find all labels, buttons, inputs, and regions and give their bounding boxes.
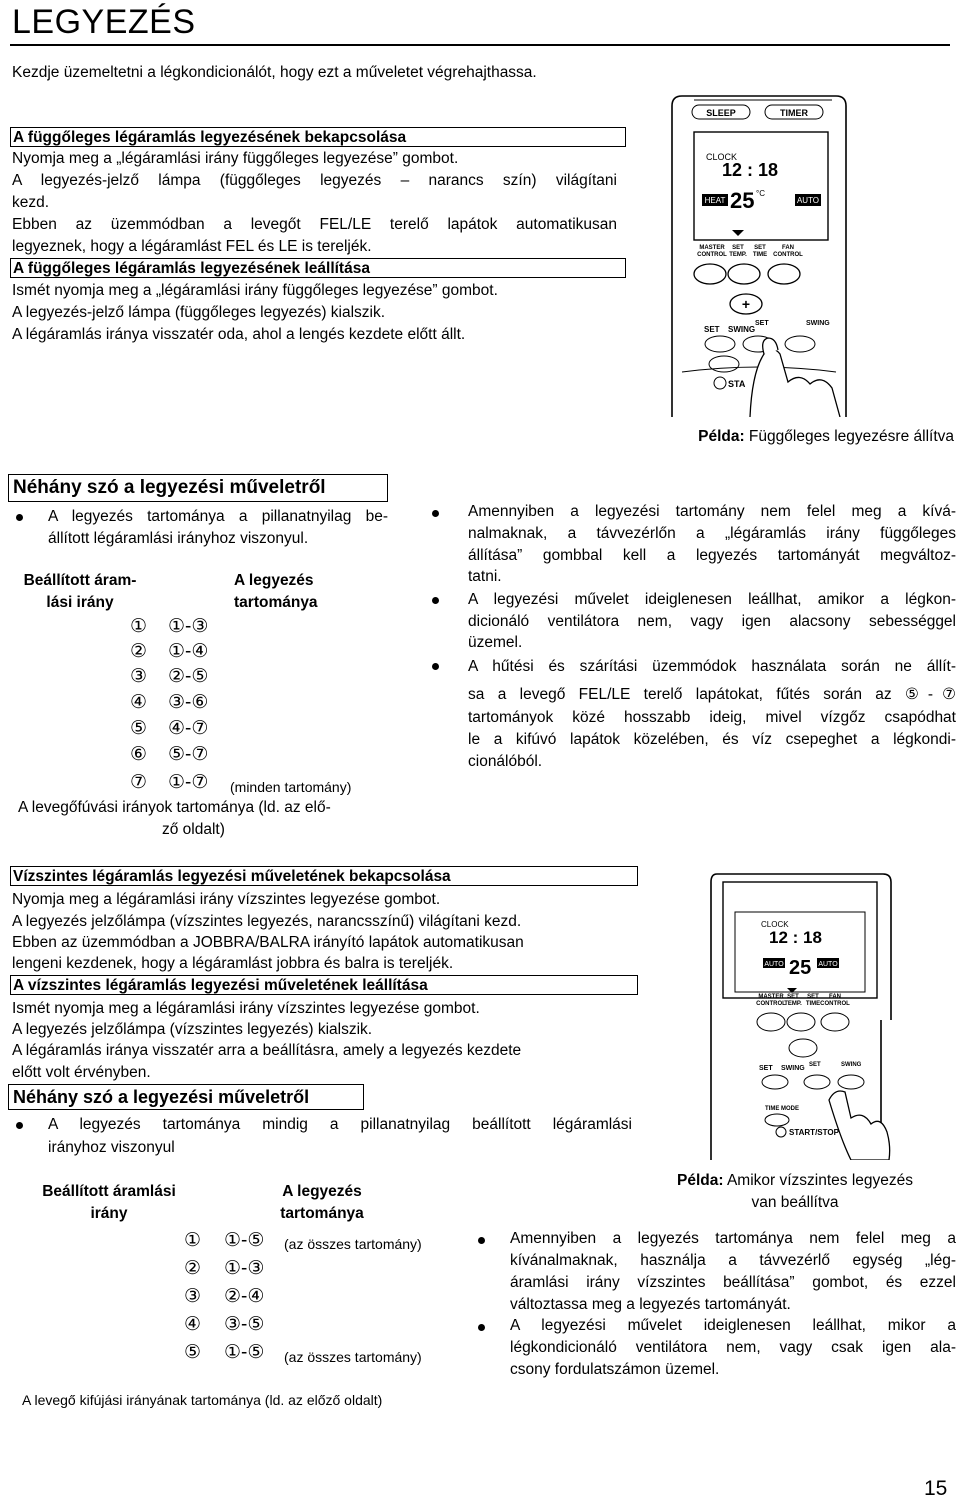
horizontal-note1-line: A legyezés tartománya mindig a pillanatnyilag beállított légáramlási [48, 1116, 632, 1133]
svg-text:TEMP.: TEMP. [784, 1001, 802, 1007]
svg-text:SET: SET [807, 994, 819, 1000]
vertical-row-range: ①-③ [168, 616, 209, 637]
vertical-on-heading: A függőleges légáramlás legyezésének bekapcsolása [10, 127, 626, 147]
remote1-temp-display: 25 [730, 188, 755, 213]
svg-text:SET: SET [755, 320, 769, 327]
vertical-row-range: ③-⑥ [168, 692, 209, 713]
vertical-note1-line: A legyezés tartománya a pillanatnyilag be- [48, 508, 388, 525]
svg-text:TIME: TIME [805, 1001, 821, 1007]
horizontal-row-range: ③-⑤ [224, 1314, 265, 1335]
vertical-on-line: Ebben az üzemmódban a levegőt FEL/LE terelő lapátok automatikusan [12, 216, 617, 233]
bullet-icon [432, 510, 439, 517]
vertical-off-line: A légáramlás iránya visszatér oda, ahol a lengés kezdete előtt állt. [12, 326, 466, 343]
horizontal-on-line: lengeni kezdenek, hogy a légáramlást jobbra és balra is tereljék. [12, 955, 454, 972]
bullet-icon [432, 663, 439, 670]
vertical-table-head-right: A legyezés tartománya [234, 572, 318, 611]
vertical-row-dir: ⑥ [130, 744, 148, 765]
vertical-off-line: Ismét nyomja meg a „légáramlási irány függőleges legyezése” gombot. [12, 282, 498, 299]
horizontal-example-caption: Példa: Amikor vízszintes legyezés van beállítva [676, 1172, 914, 1211]
horizontal-row-dir: ② [184, 1258, 202, 1279]
horizontal-row-dir: ⑤ [184, 1342, 202, 1363]
vertical-row-dir: ① [130, 616, 148, 637]
title-rule [10, 44, 950, 46]
vertical-right-note-line: A hűtési és szárítási üzemmódok használata során ne állít- [468, 658, 956, 675]
horizontal-right-note-line: csony fordulatszámon üzemel. [510, 1361, 720, 1378]
vertical-on-line: legyeznek, hogy a légáramlást FEL és LE is tereljék. [12, 238, 372, 255]
svg-text:SWING: SWING [841, 1062, 862, 1068]
vertical-row-range: ②-⑤ [168, 666, 209, 687]
remote2-clock-label: CLOCK [761, 920, 789, 929]
horizontal-right-note-line: A legyezési művelet ideiglenesen leállhat, mikor a [510, 1317, 956, 1334]
remote-control-vertical-illustration [660, 92, 860, 417]
svg-text:SWING: SWING [728, 325, 756, 334]
svg-text:SWING: SWING [806, 320, 830, 327]
remote-control-horizontal-illustration [705, 870, 905, 1160]
horizontal-off-line: előtt volt érvényben. [12, 1064, 151, 1081]
vertical-row-dir: ⑦ [130, 772, 148, 793]
horizontal-right-note-line: légkondicionáló ventilátora nem, vagy csak igen ala- [510, 1339, 956, 1356]
bullet-icon [478, 1324, 485, 1331]
vertical-off-line: A legyezés-jelző lámpa (függőleges legyezés) kialszik. [12, 304, 386, 321]
vertical-right-note-line: dicionáló ventilátora nem, vagy igen alacsony sebességgel [468, 613, 956, 630]
horizontal-notes-heading: Néhány szó a legyezési műveletről [13, 1087, 310, 1107]
horizontal-table-footer: A levegő kifújási irányának tartománya (ld. az előző oldalt) [22, 1392, 383, 1408]
svg-text:TIME: TIME [752, 252, 768, 258]
horizontal-off-line: A légáramlás iránya visszatér arra a beállításra, amely a legyezés kezdete [12, 1042, 522, 1059]
page-number: 15 [924, 1477, 948, 1500]
svg-text:SET: SET [732, 245, 744, 251]
svg-text:TIME MODE: TIME MODE [765, 1106, 799, 1112]
vertical-right-note-line: sa a levegő FEL/LE terelő lapátokat, fűtés során az ⑤-⑦ [468, 686, 956, 703]
remote2-temp-display: 25 [789, 957, 812, 979]
horizontal-row-range: ②-④ [224, 1286, 265, 1307]
bullet-icon [16, 514, 23, 521]
vertical-row-range: ①-⑦ [168, 772, 209, 793]
horizontal-on-line: Ebben az üzemmódban a JOBBRA/BALRA irányító lapátok automatikusan [12, 934, 524, 951]
vertical-on-line: Nyomja meg a „légáramlási irány függőleges legyezése” gombot. [12, 150, 459, 167]
horizontal-on-heading: Vízszintes légáramlás legyezési műveletének bekapcsolása [10, 866, 638, 886]
horizontal-row-note: (az összes tartomány) [284, 1236, 422, 1252]
horizontal-row-dir: ④ [184, 1314, 202, 1335]
horizontal-row-dir: ③ [184, 1286, 202, 1307]
remote1-timer-label: TIMER [780, 108, 808, 118]
vertical-row-dir: ⑤ [130, 718, 148, 739]
vertical-off-heading: A függőleges légáramlás legyezésének leállítása [10, 258, 626, 278]
bullet-icon [478, 1237, 485, 1244]
horizontal-right-note-line: változtassa meg a legyezés tartományát. [510, 1296, 791, 1313]
svg-text:FAN: FAN [782, 245, 794, 251]
horizontal-row-range: ①-③ [224, 1258, 265, 1279]
svg-text:CONTROL: CONTROL [756, 1001, 786, 1007]
horizontal-right-note-line: Amennyiben a legyezés tartománya nem felel meg a [510, 1230, 956, 1247]
vertical-row-range: ①-④ [168, 641, 209, 662]
horizontal-right-note-line: kívánalmaknak, használja a távvezérlő egység „lég- [510, 1252, 956, 1269]
vertical-row-range: ④-⑦ [168, 718, 209, 739]
horizontal-row-dir: ① [184, 1230, 202, 1251]
vertical-right-note-line: cionálóból. [468, 753, 543, 770]
vertical-row-note: (minden tartomány) [230, 779, 352, 795]
vertical-row-dir: ② [130, 641, 148, 662]
horizontal-table-head-right: A legyezés tartománya [280, 1183, 364, 1222]
bullet-icon [432, 597, 439, 604]
svg-text:SET: SET [787, 994, 799, 1000]
vertical-right-note-line: tatni. [468, 568, 502, 585]
horizontal-on-line: A legyezés jelzőlámpa (vízszintes legyezés, narancsszínű) világítani kezd. [12, 913, 522, 930]
remote1-fan-display: AUTO [796, 196, 820, 205]
remote1-master-label: MASTER [699, 245, 725, 251]
vertical-example-caption: Példa: Függőleges legyezésre állítva [698, 428, 954, 445]
vertical-row-dir: ③ [130, 666, 148, 687]
vertical-right-note-line: üzemel. [468, 634, 523, 651]
horizontal-right-note-line: áramlási irány vízszintes beállítása” gombot, és ezzel [510, 1274, 956, 1291]
vertical-on-line: A legyezés-jelző lámpa (függőleges legyezés – narancs szín) világítani [12, 172, 617, 189]
vertical-right-note-line: tartományok közé hosszabb ideig, mivel vízgőz csapódhat [468, 709, 956, 726]
vertical-table-footer: A levegőfúvási irányok tartománya (ld. az elő- [18, 799, 331, 816]
horizontal-row-range: ①-⑤ [224, 1230, 265, 1251]
horizontal-off-line: Ismét nyomja meg a légáramlási irány vízszintes legyezése gombot. [12, 1000, 480, 1017]
remote1-sleep-label: SLEEP [706, 108, 736, 118]
vertical-row-range: ⑤-⑦ [168, 744, 209, 765]
horizontal-row-note: (az összes tartomány) [284, 1349, 422, 1365]
vertical-notes-heading: Néhány szó a legyezési műveletről [13, 477, 326, 498]
horizontal-off-heading: A vízszintes légáramlás legyezési műveletének leállítása [10, 975, 638, 995]
horizontal-row-range: ①-⑤ [224, 1342, 265, 1363]
vertical-right-note-line: nalmaknak, a távvezérlőn a „légáramlás irány függőleges [468, 525, 956, 542]
vertical-table-footer: ző oldalt) [162, 821, 225, 838]
svg-text:MASTER: MASTER [758, 994, 784, 1000]
remote2-mode-display: AUTO [764, 961, 784, 968]
svg-text:CONTROL: CONTROL [773, 252, 803, 258]
vertical-table-head-left: Beállított áram- lási irány [23, 572, 137, 611]
svg-text:SET: SET [759, 1065, 773, 1072]
svg-text:SET: SET [704, 325, 720, 334]
remote1-mode-display: HEAT [704, 196, 726, 205]
svg-text:TEMP.: TEMP. [729, 252, 747, 258]
svg-text:STA: STA [728, 379, 746, 389]
svg-text:°C: °C [756, 189, 765, 198]
svg-text:SET: SET [754, 245, 766, 251]
remote1-control-label: CONTROL [697, 252, 727, 258]
intro-text: Kezdje üzemeltetni a légkondicionálót, hogy ezt a műveletet végrehajthassa. [12, 64, 537, 81]
svg-text:SWING: SWING [781, 1065, 805, 1072]
remote2-fan-display: AUTO [818, 961, 838, 968]
horizontal-on-line: Nyomja meg a légáramlási irány vízszintes legyezése gombot. [12, 891, 441, 908]
svg-text:SET: SET [809, 1062, 821, 1068]
vertical-right-note-line: le a kifúvó lapátok közelében, és víz csepeghet a légkondi- [468, 731, 956, 748]
vertical-right-note-line: A legyezési művelet ideiglenesen leállhat, amikor a légkon- [468, 591, 956, 608]
svg-text:FAN: FAN [829, 994, 841, 1000]
vertical-note1-line: állított légáramlási irányhoz viszonyul. [48, 530, 309, 547]
horizontal-note1-line: irányhoz viszonyul [48, 1139, 175, 1156]
vertical-on-line: kezd. [12, 194, 50, 211]
horizontal-table-head-left: Beállított áramlási irány [42, 1183, 176, 1222]
svg-text:START/STOP: START/STOP [789, 1128, 839, 1137]
remote2-time-display: 12 : 18 [769, 928, 822, 947]
vertical-right-note-line: Amennyiben a legyezési tartomány nem felel meg a kívá- [468, 503, 956, 520]
remote1-clock-label: CLOCK [706, 152, 738, 162]
bullet-icon [16, 1122, 23, 1129]
vertical-row-dir: ④ [130, 692, 148, 713]
svg-text:+: + [741, 296, 751, 312]
vertical-right-note-line: állítása” gombbal kell a legyezés tartományát megváltoz- [468, 547, 956, 564]
remote1-time-display: 12 : 18 [722, 160, 779, 180]
svg-text:CONTROL: CONTROL [820, 1001, 850, 1007]
page-title: LEGYEZÉS [12, 3, 196, 41]
horizontal-off-line: A legyezés jelzőlámpa (vízszintes legyezés) kialszik. [12, 1021, 373, 1038]
